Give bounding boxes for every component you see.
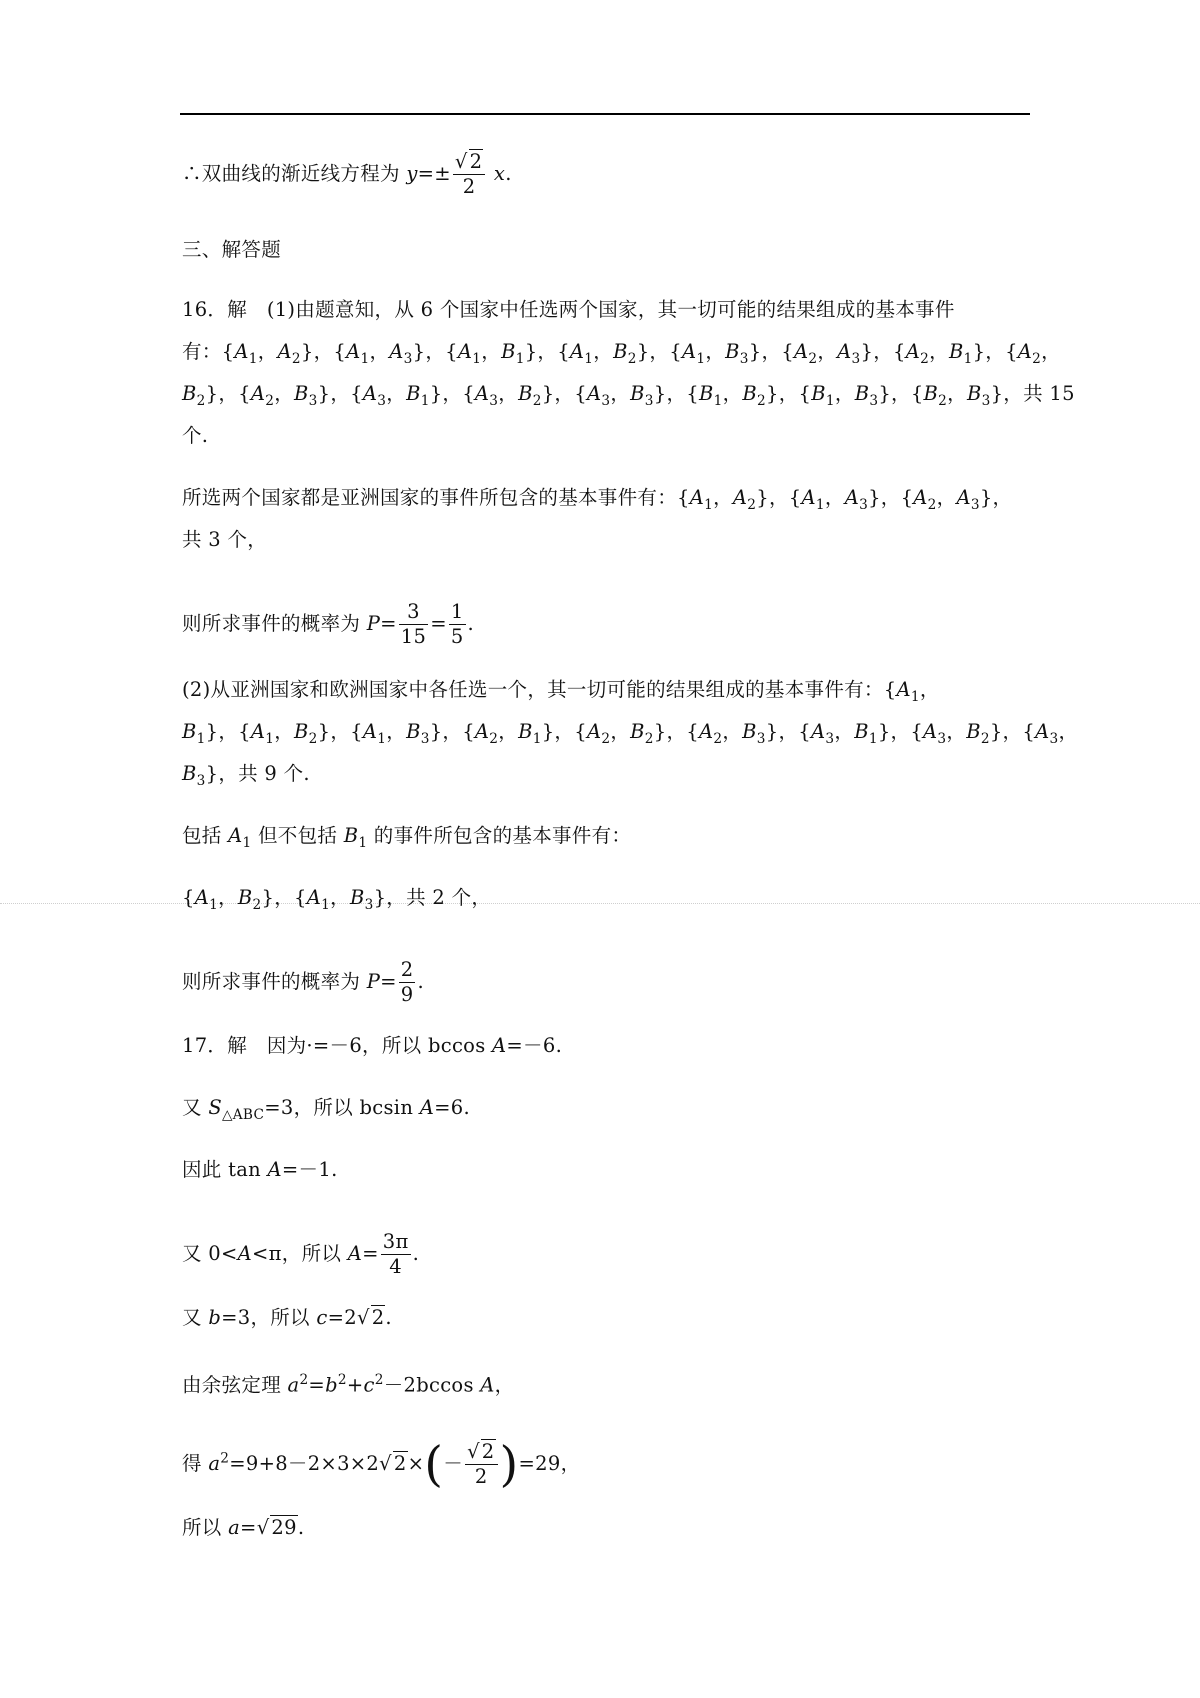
text-line: $B_1$}，{$A_1$，$B_2$}，{$A_1$，$B_3$}，{$A_2$，$B_1$}，{$A_2$，$B_2$}，{$A_2$，$B_3$}，{$A_3$，$B_1$}，{$A_3$，$B_2$}，{$A_3$， [182,720,1079,747]
text-line: 共 3 个， [182,528,268,551]
text-line: 又 0<A<π，所以 A= $\frac{3\pi}{4}$ . [182,1230,420,1278]
text-line: (2)从亚洲国家和欧洲国家中各任选一个，其一切可能的结果组成的基本事件有：{$A_1$， [182,678,940,705]
text-line: {$A_1$，$B_2$}，{$A_1$，$B_3$}，共 2 个， [182,886,492,913]
text-line: 得 $a^2=9+8-2\times 3\times 2√$ 2×(－ $\frac{√ 2}{2}$ )=29， [182,1436,581,1493]
text-line: $B_2$}，{$A_2$，$B_3$}，{$A_3$，$B_1$}，{$A_3$，$B_2$}，{$A_3$，$B_3$}，{$B_1$，$B_2$}，{$B_1$，$B_3$}，{$B_2$，$B_3$}，共 15 [182,382,1075,409]
text-line: 个. [182,424,209,447]
text-line: 包括 $A_1$ 但不包括 $B_1$ 的事件所包含的基本事件有： [182,824,632,851]
text-line: 则所求事件的概率为 P= $\frac{3}{15}$ = $\frac{1}{5}$ . [182,600,475,648]
text-line: 又 b=3，所以 c=2√ 2. [182,1306,392,1329]
text-line: 所选两个国家都是亚洲国家的事件所包含的基本事件有：{$A_1$，$A_2$}，{$A_1$，$A_3$}，{$A_2$，$A_3$}， [182,486,1013,513]
text-line: 则所求事件的概率为 P= $\frac{2}{9}$ . [182,958,424,1006]
text-line: ∴双曲线的渐近线方程为 y=± $\frac{√ 2}{2}$ x. [182,150,512,198]
text-line: 17．解 因为·=－6，所以 bccos A=－6. [182,1034,563,1057]
text-line: 由余弦定理 $a^2=b^2+c^2-2bccos$ A， [182,1372,515,1397]
text-line: $B_3$}，共 9 个. [182,762,310,789]
text-line: 三、解答题 [182,238,282,261]
text-line: 有：{$A_1$，$A_2$}，{$A_1$，$A_3$}，{$A_1$，$B_1$}，{$A_1$，$B_2$}，{$A_1$，$B_3$}，{$A_2$，$A_3$}，{$A_2$，$B_1$}，{$A_2$， [182,340,1061,367]
text-line: 所以 a=√ 29. [182,1516,305,1539]
header-rule [180,113,1030,115]
text-line: 16．解 (1)由题意知，从 6 个国家中任选两个国家，其一切可能的结果组成的基本事件 [182,298,955,321]
text-line: 因此 tan A=－1. [182,1158,338,1181]
text-line: 又 $S_{\triangle ABC}=3$，所以 bcsin A=6. [182,1096,470,1123]
